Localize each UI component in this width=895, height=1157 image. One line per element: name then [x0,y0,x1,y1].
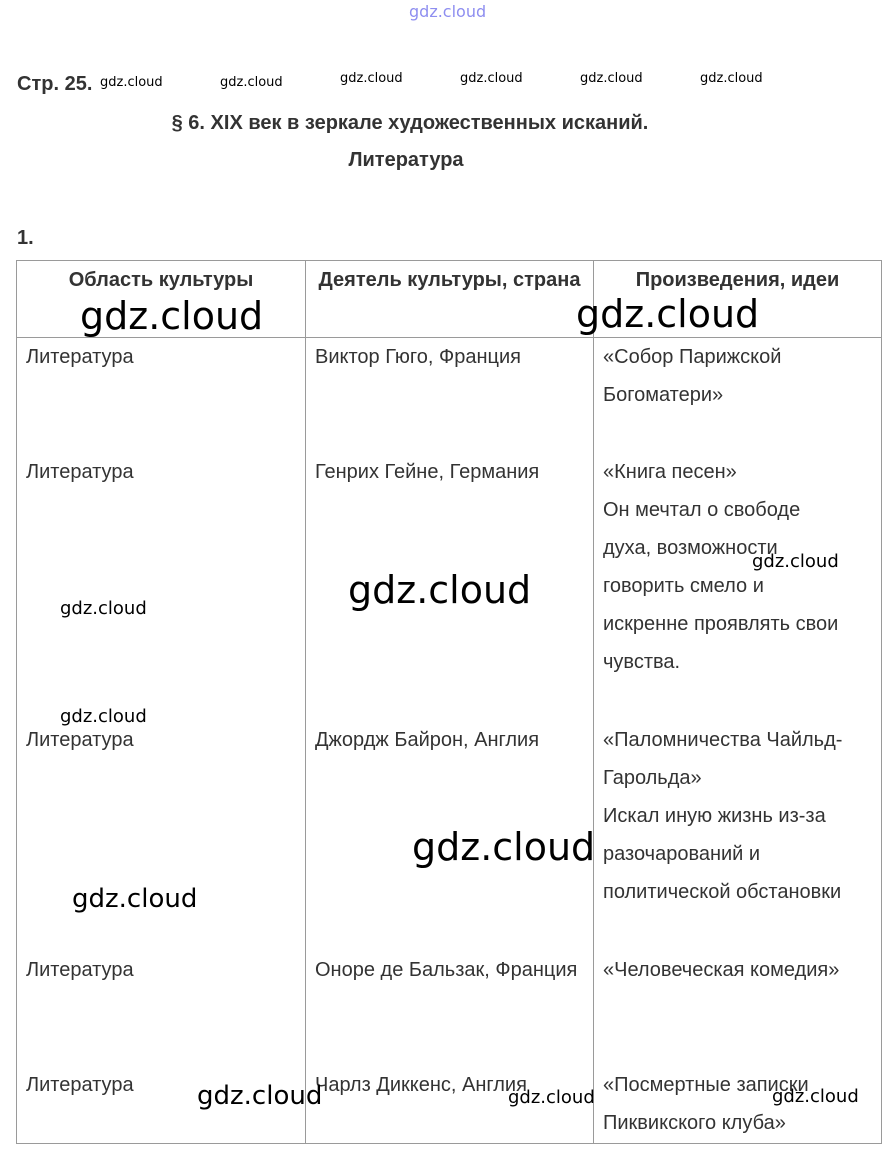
works-line: духа, возможности [603,536,778,559]
works-line: «Паломничества Чайльд- [603,728,843,751]
works-line: Гарольда» [603,766,702,789]
watermark: gdz.cloud [340,71,403,86]
table-header-row [17,261,882,338]
section-title: § 6. XIX век в зеркале художественных исканий. [171,112,649,134]
culture-table [16,260,882,1144]
watermark: gdz.cloud [220,75,283,90]
column-header-works: Произведения, идеи [594,261,882,338]
cell-area: Литература [17,951,306,1066]
cell-works [594,721,882,951]
cell-person: Виктор Гюго, Франция [306,338,594,453]
watermark: gdz.cloud [460,71,523,86]
watermark: gdz.cloud [752,551,839,572]
section-subtitle: Литература [348,149,464,171]
cell-area: Литература [17,1066,306,1144]
watermark: gdz.cloud [100,75,163,90]
works-line: искренне проявлять свои [603,612,839,635]
cell-person: Генрих Гейне, Германия [306,453,594,721]
watermark: gdz.cloud [80,294,264,338]
watermark: gdz.cloud [576,292,760,336]
table-row [17,338,882,453]
works-line: разочарований и [603,842,761,865]
watermark: gdz.cloud [60,598,147,619]
works-line: политической обстановки [603,880,842,903]
column-header-person: Деятель культуры, страна [306,261,594,338]
task-number: 1. [17,227,34,249]
watermark: gdz.cloud [700,71,763,86]
cell-works [594,951,882,1066]
cell-area: Литература [17,338,306,453]
watermark: gdz.cloud [197,1081,323,1111]
table-row [17,951,882,1066]
works-line: Он мечтал о свободе [603,498,801,521]
watermark: gdz.cloud [580,71,643,86]
watermark: gdz.cloud [412,825,596,869]
works-line: «Человеческая комедия» [603,958,840,981]
cell-works [594,338,882,453]
page-reference: Стр. 25. [17,73,93,95]
table-row [17,721,882,951]
works-line: «Книга песен» [603,460,737,483]
works-line: говорить смело и [603,574,764,597]
cell-area: Литература [17,453,306,721]
cell-works [594,1066,882,1144]
works-line: Искал иную жизнь из-за [603,804,826,827]
watermark: gdz.cloud [348,568,532,612]
watermark: gdz.cloud [60,706,147,727]
table-row [17,453,882,721]
cell-person: Джордж Байрон, Англия [306,721,594,951]
watermark: gdz.cloud [508,1087,595,1108]
works-line: Пиквикского клуба» [603,1111,786,1134]
works-line: «Посмертные записки [603,1073,809,1096]
works-line: Богоматери» [603,384,724,406]
watermark: gdz.cloud [772,1086,859,1107]
cell-area: Литература [17,721,306,951]
table-row [17,1066,882,1144]
works-line: «Собор Парижской [603,346,782,368]
watermark: gdz.cloud [72,884,198,914]
works-line: чувства. [603,650,681,673]
cell-person: Чарлз Диккенс, Англия [306,1066,594,1144]
cell-person: Оноре де Бальзак, Франция [306,951,594,1066]
column-header-area: Область культуры [17,261,306,338]
cell-works [594,453,882,721]
site-link[interactable]: gdz.cloud [409,2,487,21]
